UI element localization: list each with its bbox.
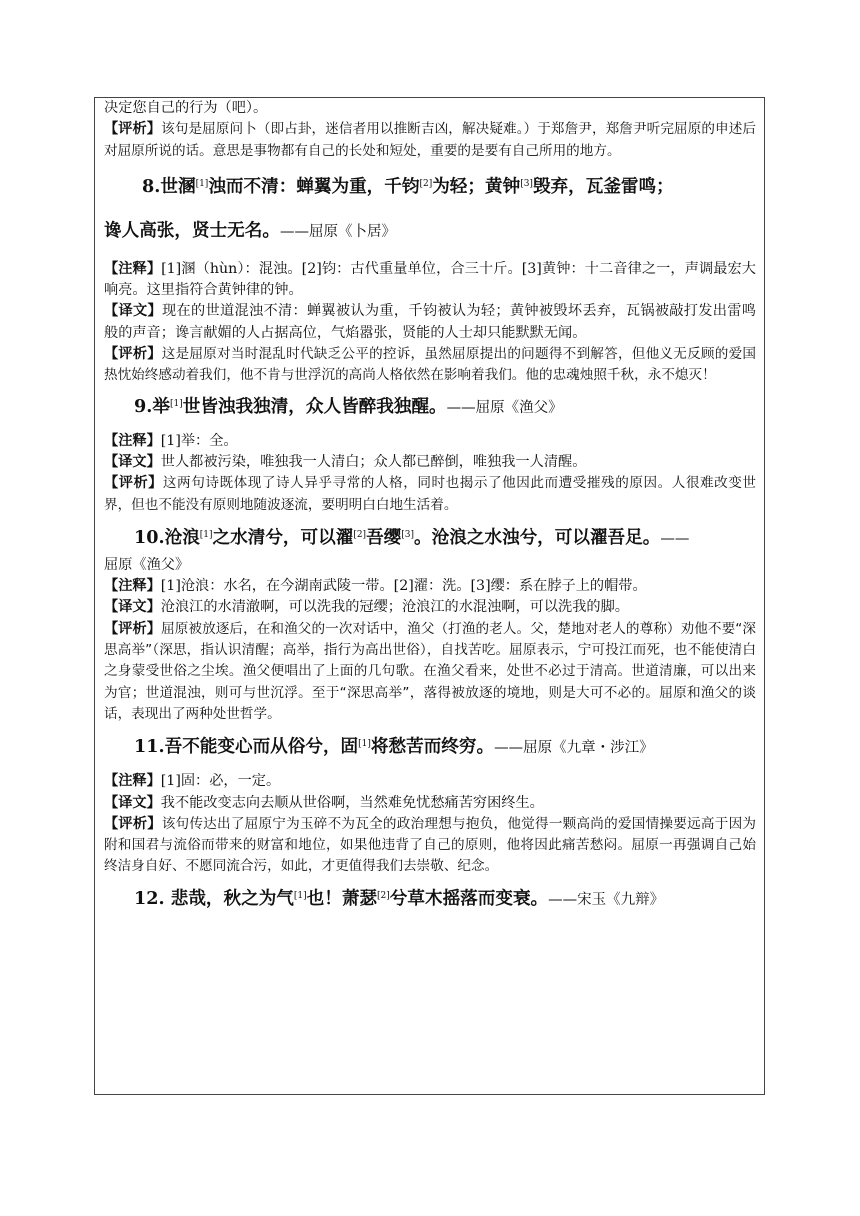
quote-source: ——屈原《渔父》: [446, 399, 563, 416]
quote-8-cont: 谗人高张，贤士无名。——屈原《卜居》: [104, 219, 396, 241]
note-11: 【注释】[1]固：必，一定。: [104, 773, 281, 790]
translation-10: 【译文】沧浪江的水清澈啊，可以洗我的冠缨；沧浪江的水混浊啊，可以洗我的脚。: [104, 599, 629, 616]
translation-8: 【译文】现在的世道混浊不清：蝉翼被认为重，千钧被认为轻；黄钟被毁坏丢弃，瓦锅被敲打发出雷鸣般的声音；谗言献媚的人占据高位，气焰嚣张，贤能的人士却只能默默无闻。: [104, 303, 756, 341]
quote-source: ——屈原《卜居》: [279, 223, 396, 240]
note-10: 【注释】[1]沧浪：水名，在今湖南武陵一带。[2]濯：洗。[3]缨：系在脖子上的帽带。: [104, 578, 647, 595]
quote-12: 12. 悲哉，秋之为气[1]也！萧瑟[2]兮草木摇落而变衰。——宋玉《九辩》: [134, 887, 665, 909]
note-8: 【注释】[1]溷（hùn）：混浊。[2]钧：古代重量单位，合三十斤。[3]黄钟：十二音律之一，声调最宏大响亮。这里指符合黄钟律的钟。: [104, 260, 756, 299]
note-9: 【注释】[1]举：全。: [104, 432, 238, 449]
comment-9: 【评析】这两句诗既体现了诗人异乎寻常的人格，同时也揭示了他因此而遭受摧残的原因。人很难改变世界，但也不能没有原则地随波逐流，要明明白白地生活着。: [104, 475, 756, 513]
quote-11: 11.吾不能变心而从俗兮，固[1]将愁苦而终穷。——屈原《九章・涉江》: [134, 736, 654, 758]
quote-9: 9.举[1]世皆浊我独清，众人皆醉我独醒。——屈原《渔父》: [134, 395, 563, 417]
comment-label: 【评析】: [104, 121, 162, 138]
quote-8: 8.世溷[1]浊而不清：蝉翼为重，千钧[2]为轻；黄钟[3]毁弃，瓦釜雷鸣；: [142, 175, 674, 197]
comment-11: 【评析】该句传达出了屈原宁为玉碎不为瓦全的政治理想与抱负，他觉得一颗高尚的爱国情操要远高于因为附和国君与流俗而带来的财富和地位，如果他违背了自己的原则，他将因此痛苦愁闷。屈原一再强调自己始终洁身自好、不愿同流合污，如此，才更值得我们去崇敬、纪念。: [104, 815, 756, 875]
comment-8: 【评析】这是屈原对当时混乱时代缺乏公平的控诉，虽然屈原提出的问题得不到解答，但他义无反顾的爱国热忱始终感动着我们，他不肯与世浮沉的高尚人格依然在影响着我们。他的忠魂烛照千秋，永不熄灭！: [104, 346, 756, 384]
quote-10-source: 屈原《渔父》: [104, 556, 190, 573]
quote-source: ——屈原《九章・涉江》: [494, 740, 654, 757]
quote-10: 10.沧浪[1]之水清兮，可以濯[2]吾缨[3]。沧浪之水浊兮，可以濯吾足。——: [134, 526, 690, 548]
translation-9: 【译文】世人都被污染，唯独我一人清白；众人都已醉倒，唯独我一人清醒。: [104, 453, 587, 470]
comment-10: 【评析】屈原被放逐后，在和渔父的一次对话中，渔父（打渔的老人。父，楚地对老人的尊称）劝他不要“深思高举”（深思，指认识清醒；高举，指行为高出世俗），自找苦吃。屈原表示，宁可投江而死，也不能使清白之身蒙受世俗之尘埃。渔父便唱出了上面的几句歌。在渔父看来，处世不必过于清高。世道清廉，可以出来为官；世道混浊，则可与世沉浮。至于“深思高举”，落得被放逐的境地，则是大可不必的。屈原和渔父的谈话，表现出了两种处世哲学。: [104, 620, 756, 722]
quote-source: ——宋玉《九辩》: [548, 891, 665, 908]
intro-line: 决定您自己的行为（吧）。: [104, 100, 268, 116]
intro-comment: 【评析】该句是屈原问卜（即占卦，迷信者用以推断吉凶，解决疑难。）于郑詹尹，郑詹尹听完屈原的申述后对屈原所说的话。意思是事物都有自己的长处和短处，重要的是要有自己所用的地方。: [104, 121, 756, 159]
translation-11: 【译文】我不能改变志向去顺从世俗啊，当然难免忧愁痛苦穷困终生。: [104, 794, 544, 811]
document-content: [104, 98, 756, 914]
